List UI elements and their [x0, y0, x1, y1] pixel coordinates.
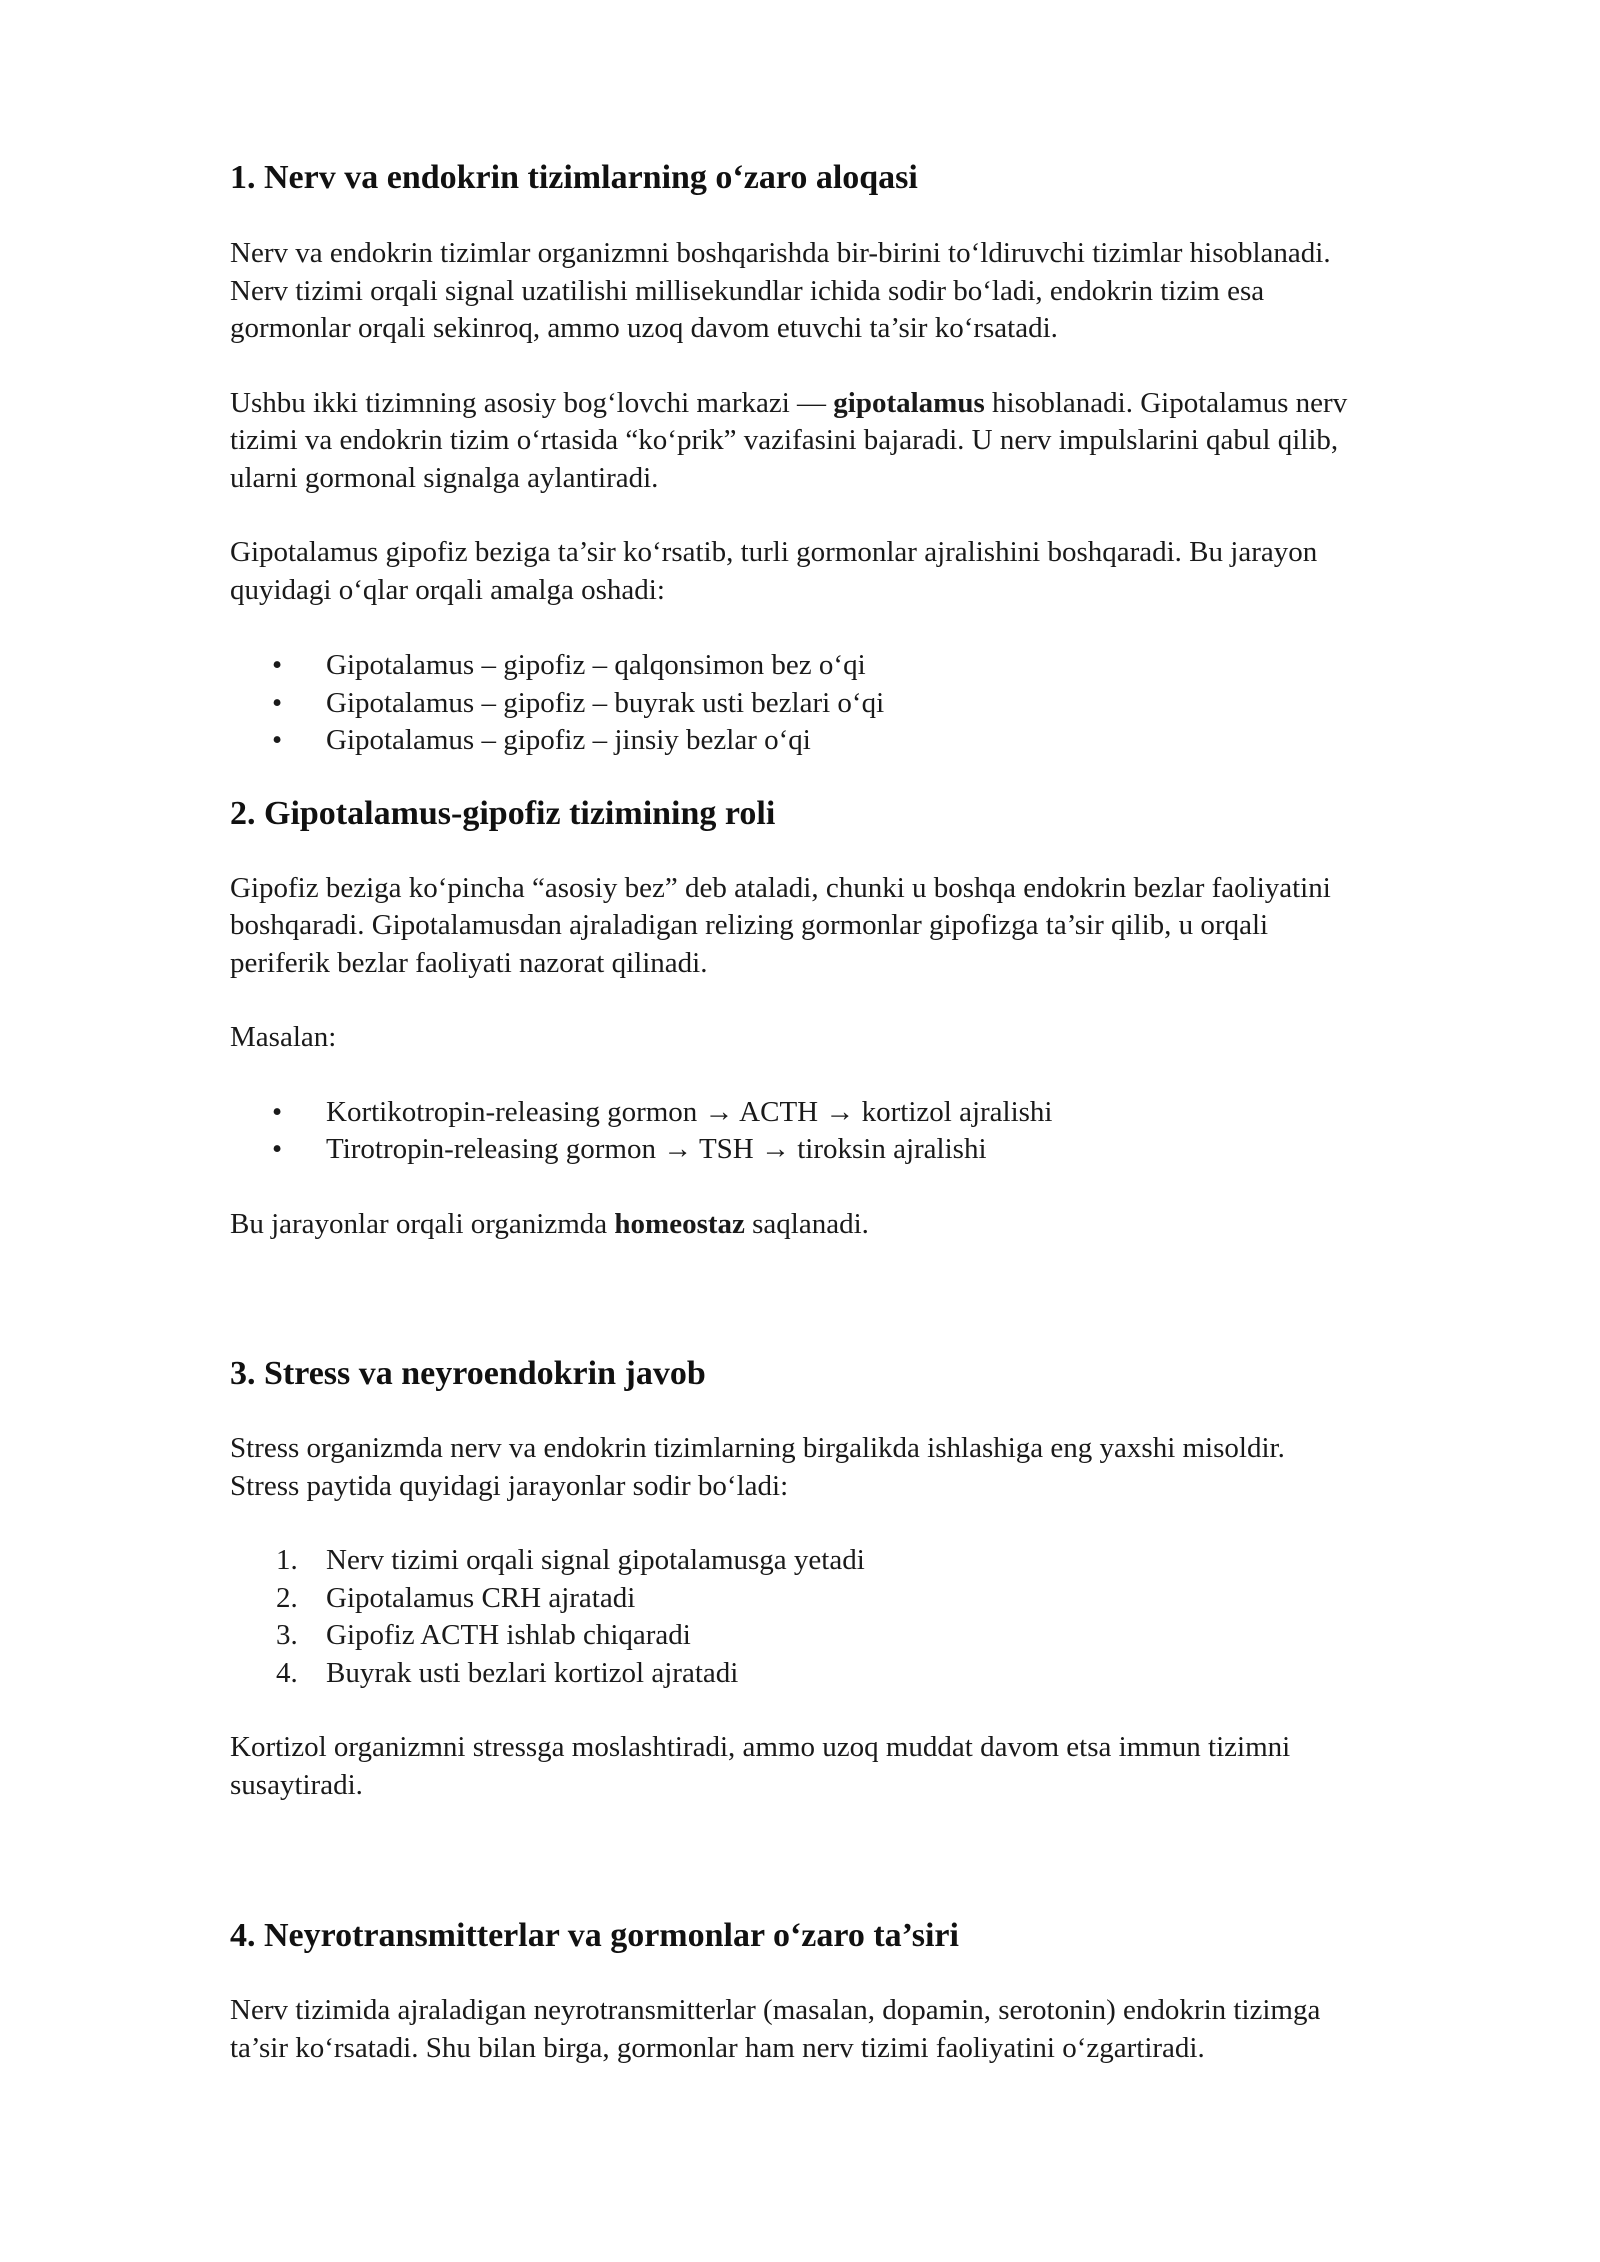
list-item [230, 1131, 1490, 1169]
list-item-text: Nerv tizimi orqali signal gipotalamusga yetadi [326, 1544, 865, 1576]
list-number: 2. [276, 1581, 298, 1614]
list-item-text: Gipotalamus – gipofiz – jinsiy bezlar o‘qi [326, 724, 811, 756]
list-item [230, 722, 1490, 760]
list-number: 3. [276, 1619, 298, 1651]
list-number: 4. [276, 1656, 298, 1689]
list-item [230, 1617, 1490, 1655]
text-line: Nerv va endokrin tizimlar organizmni boshqarishda bir-birini to‘ldiruvchi tizimlar hisoblanadi. [230, 237, 1331, 269]
text-run: Ushbu ikki tizimning asosiy bog‘lovchi markazi — [230, 386, 834, 419]
text-line: susaytiradi. [230, 1768, 363, 1801]
section-2-heading: 2. Gipotalamus-gipofiz tizimining roli [230, 794, 776, 832]
list-item [230, 1542, 1490, 1580]
text-run: hisoblanadi. Gipotalamus nerv [984, 386, 1348, 419]
bullet-icon: • [272, 649, 283, 681]
list-item-text: Gipotalamus CRH ajratadi [326, 1581, 636, 1614]
text-line: Nerv tizimida ajraladigan neyrotransmitterlar (masalan, dopamin, serotonin) endokrin tizimga [230, 1994, 1321, 2026]
section-3-paragraph-1 [230, 1430, 1490, 1505]
text-line: gormonlar orqali sekinroq, ammo uzoq davom etuvchi ta’sir ko‘rsatadi. [230, 312, 1058, 344]
text-line: Stress organizmda nerv va endokrin tizimlarning birgalikda ishlashiga eng yaxshi misoldir. [230, 1432, 1285, 1464]
bullet-icon: • [272, 1133, 283, 1165]
section-4-paragraph-1 [230, 1992, 1490, 2067]
list-item-text: Tirotropin-releasing gormon → TSH → tiroksin ajralishi [326, 1133, 987, 1165]
text-line: periferik bezlar faoliyati nazorat qilinadi. [230, 946, 708, 979]
section-1-heading: 1. Nerv va endokrin tizimlarning o‘zaro aloqasi [230, 159, 918, 196]
bold-term-gipotalamus: gipotalamus [833, 386, 985, 419]
list-item [230, 1580, 1490, 1618]
text-line: ularni gormonal signalga aylantiradi. [230, 461, 659, 494]
section-1-bullet-list [230, 647, 1490, 760]
list-item [230, 1655, 1490, 1693]
section-1-paragraph-2 [230, 385, 1490, 498]
list-item-text: Gipotalamus – gipofiz – qalqonsimon bez o‘qi [326, 649, 866, 681]
list-item-text: Buyrak usti bezlari kortizol ajratadi [326, 1656, 739, 1689]
text-line: Gipotalamus gipofiz beziga ta’sir ko‘rsatib, turli gormonlar ajralishini boshqaradi. Bu jarayon [230, 536, 1318, 568]
text-line: Kortizol organizmni stressga moslashtiradi, ammo uzoq muddat davom etsa immun tizimni [230, 1731, 1291, 1763]
section-3-numbered-list [230, 1542, 1490, 1692]
document-page [230, 148, 1490, 2067]
text-line: tizimi va endokrin tizim o‘rtasida “ko‘prik” vazifasini bajaradi. U nerv impulslarini qabul qilib, [230, 424, 1339, 456]
section-1-paragraph-1 [230, 235, 1490, 348]
section-1-paragraph-3 [230, 534, 1490, 609]
list-item [230, 685, 1490, 723]
section-2-paragraph-2: Masalan: [230, 1021, 337, 1053]
bullet-icon: • [272, 686, 283, 719]
list-number: 1. [276, 1544, 298, 1576]
bullet-icon: • [272, 1095, 283, 1128]
list-item-text: Kortikotropin-releasing gormon → ACTH → kortizol ajralishi [326, 1095, 1053, 1128]
text-line: quyidagi o‘qlar orqali amalga oshadi: [230, 573, 665, 606]
section-2-paragraph-3 [230, 1206, 1490, 1244]
text-line: boshqaradi. Gipotalamusdan ajraladigan relizing gormonlar gipofizga ta’sir qilib, u orqali [230, 909, 1269, 941]
section-4-heading: 4. Neyrotransmitterlar va gormonlar o‘zaro ta’siri [230, 1917, 959, 1954]
list-item-text: Gipofiz ACTH ishlab chiqaradi [326, 1619, 691, 1651]
bold-term-homeostaz: homeostaz [614, 1207, 745, 1240]
text-line: Stress paytida quyidagi jarayonlar sodir bo‘ladi: [230, 1469, 789, 1502]
section-2-paragraph-1 [230, 870, 1490, 983]
text-run: Bu jarayonlar orqali organizmda [230, 1207, 615, 1240]
text-line: Nerv tizimi orqali signal uzatilishi millisekundlar ichida sodir bo‘ladi, endokrin tizim esa [230, 274, 1265, 307]
text-line: Gipofiz beziga ko‘pincha “asosiy bez” deb ataladi, chunki u boshqa endokrin bezlar faoliyatini [230, 871, 1331, 904]
list-item [230, 1094, 1490, 1132]
list-item-text: Gipotalamus – gipofiz – buyrak usti bezlari o‘qi [326, 686, 885, 719]
bullet-icon: • [272, 724, 283, 756]
text-line: ta’sir ko‘rsatadi. Shu bilan birga, gormonlar ham nerv tizimi faoliyatini o‘zgartiradi. [230, 2031, 1205, 2064]
section-2-bullet-list [230, 1094, 1490, 1169]
list-item [230, 647, 1490, 685]
text-run: saqlanadi. [744, 1207, 869, 1240]
section-3-heading: 3. Stress va neyroendokrin javob [230, 1355, 706, 1392]
section-3-paragraph-2 [230, 1729, 1490, 1804]
